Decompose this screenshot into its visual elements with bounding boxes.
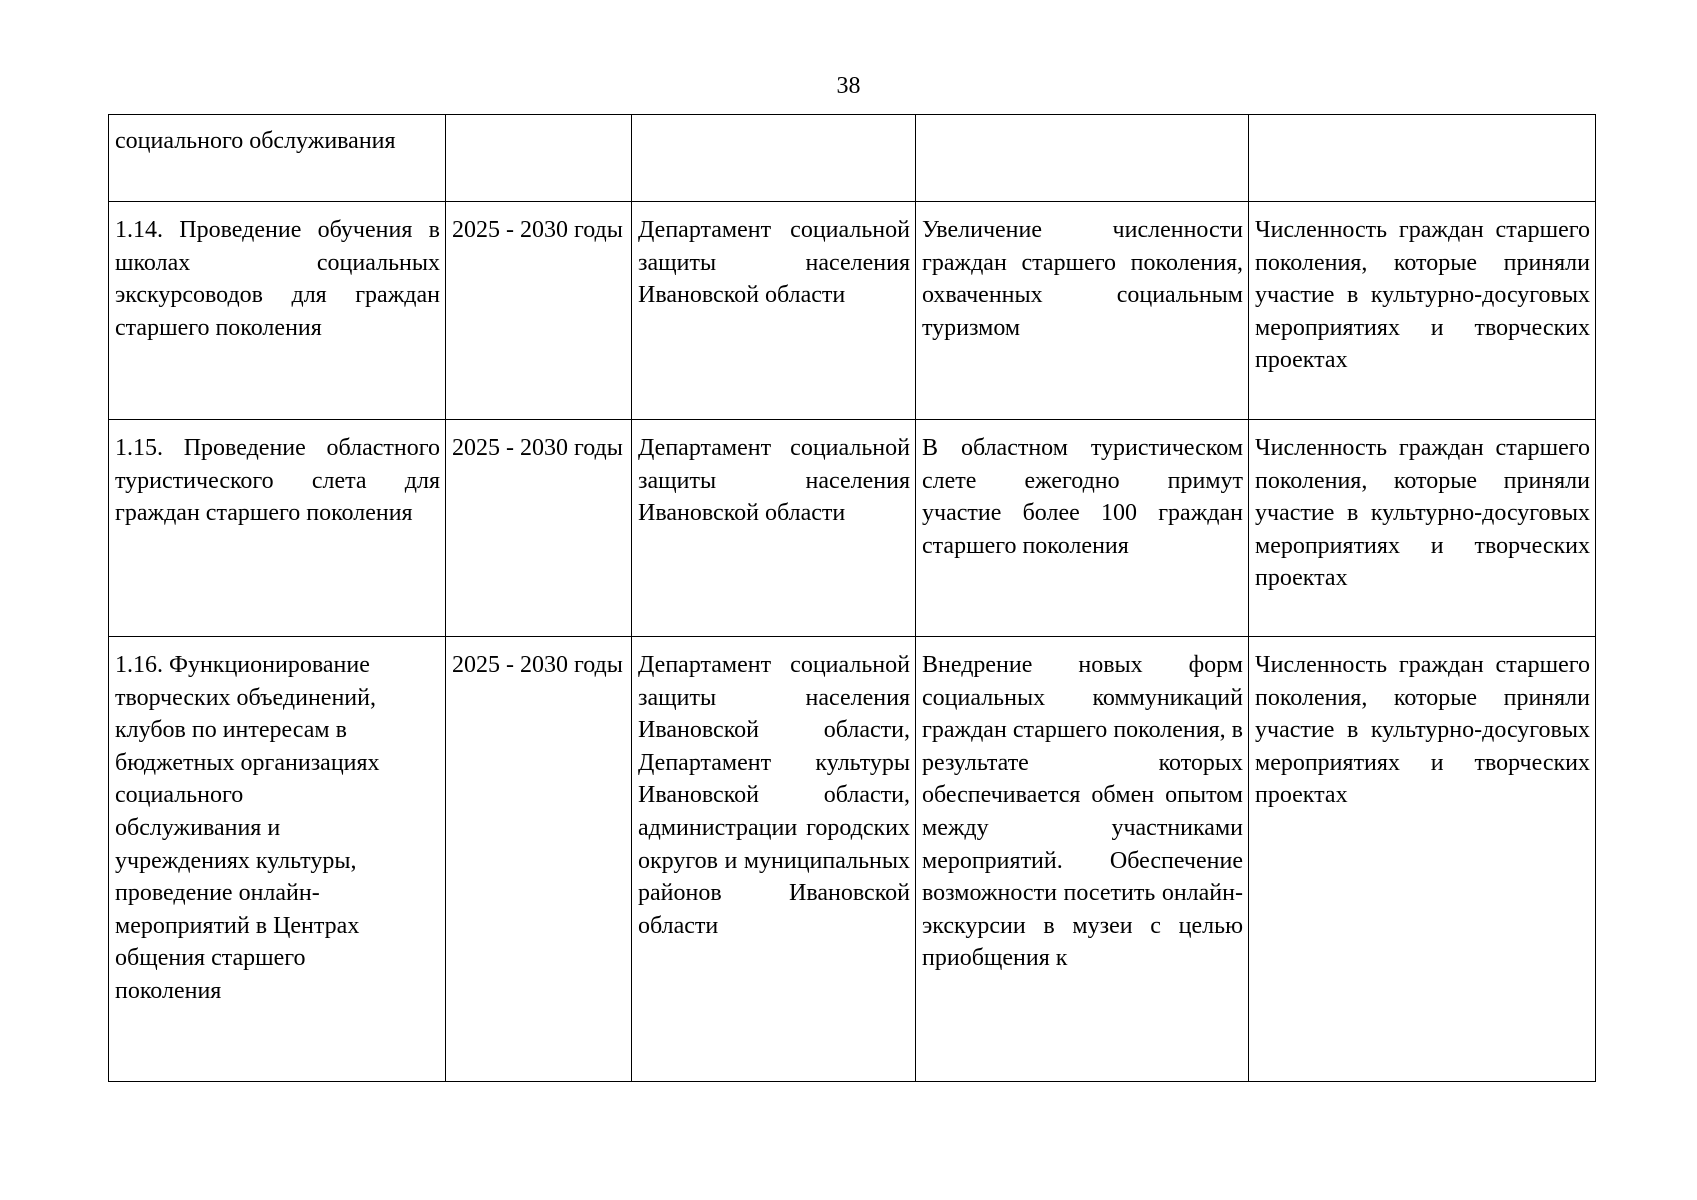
indicator-cell: [1249, 420, 1596, 637]
measure-line: 1.16. Функционирование: [115, 652, 370, 678]
result-cell: [916, 115, 1249, 202]
indicator-cell: [1249, 637, 1596, 1082]
executor-cell: [632, 115, 916, 202]
measure-cell: [109, 420, 446, 637]
measure-cell: [109, 115, 446, 202]
period-text: 2025 - 2030 годы: [452, 217, 623, 243]
period-cell: [446, 637, 632, 1082]
period-text: 2025 - 2030 годы: [452, 652, 623, 678]
measure-line: поколения: [115, 977, 222, 1004]
executor-text: Департамент социальной защиты населения Ивановской области: [638, 435, 910, 527]
result-cell: [916, 202, 1249, 420]
executor-cell: [632, 202, 916, 420]
activities-table: [108, 114, 1596, 1082]
measure-cell: [109, 202, 446, 420]
indicator-cell: [1249, 115, 1596, 202]
table-row: [109, 115, 1596, 202]
measure-line: проведение онлайн-: [115, 880, 320, 907]
period-cell: [446, 420, 632, 637]
result-cell: [916, 637, 1249, 1082]
result-text: Увеличение численности граждан старшего поколения, охваченных социальным туризмом: [922, 217, 1243, 341]
executor-text: Департамент социальной защиты населения Ивановской области, Департамент культуры Ивановской области, администрации городских округов и муниципальных районов Ивановской области: [638, 652, 910, 939]
page-number: 38: [836, 73, 861, 99]
executor-text: Департамент социальной защиты населения Ивановской области: [638, 217, 910, 309]
table-row: [109, 637, 1596, 1082]
measure-line: обслуживания и: [115, 814, 281, 841]
measure-line: творческих объединений,: [115, 684, 376, 711]
table-row: [109, 420, 1596, 637]
result-text: В областном туристическом слете ежегодно примут участие более 100 граждан старшего поколения: [922, 435, 1243, 559]
measure-cell: [109, 637, 446, 1082]
indicator-text: Численность граждан старшего поколения, которые приняли участие в культурно-досуговых мероприятиях и творческих проектах: [1255, 652, 1590, 809]
executor-cell: [632, 637, 916, 1082]
indicator-text: Численность граждан старшего поколения, которые приняли участие в культурно-досуговых мероприятиях и творческих проектах: [1255, 217, 1590, 374]
measure-line: клубов по интересам в: [115, 717, 347, 744]
executor-cell: [632, 420, 916, 637]
measure-line: бюджетных организациях: [115, 749, 380, 776]
result-cell: [916, 420, 1249, 637]
table-row: [109, 202, 1596, 420]
measure-line: общения старшего: [115, 945, 306, 972]
measure-text: 1.15. Проведение областного туристического слета для граждан старшего поколения: [115, 435, 440, 527]
period-cell: [446, 115, 632, 202]
period-cell: [446, 202, 632, 420]
measure-text: 1.14. Проведение обучения в школах социальных экскурсоводов для граждан старшего поколения: [115, 217, 440, 341]
indicator-text: Численность граждан старшего поколения, которые приняли участие в культурно-досуговых мероприятиях и творческих проектах: [1255, 435, 1590, 592]
result-text: Внедрение новых форм социальных коммуникаций граждан старшего поколения, в результате которых обеспечивается обмен опытом между участниками мероприятий. Обеспечение возможности посетить онлайн-экскурсии в музеи с целью приобщения к: [922, 652, 1243, 972]
indicator-cell: [1249, 202, 1596, 420]
measure-text: социального обслуживания: [115, 128, 396, 154]
measure-line: мероприятий в Центрах: [115, 912, 360, 939]
measure-line: социального: [115, 782, 244, 809]
measure-line: учреждениях культуры,: [115, 847, 357, 874]
period-text: 2025 - 2030 годы: [452, 435, 623, 461]
